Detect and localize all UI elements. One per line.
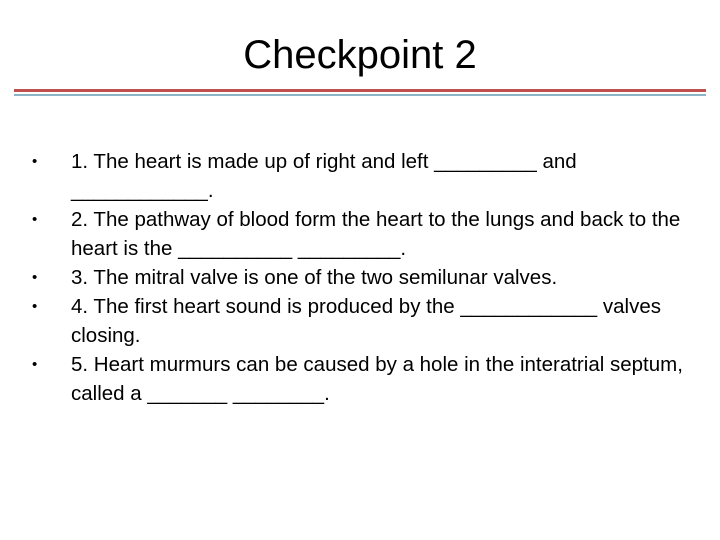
question-text: 1. The heart is made up of right and left _________ and ____________. — [71, 150, 577, 202]
question-text: 5. Heart murmurs can be caused by a hole in the interatrial septum, called a _______ ________. — [71, 353, 683, 405]
question-item-4 — [30, 292, 690, 350]
bullet-icon: • — [32, 211, 38, 228]
question-item-1 — [30, 147, 690, 205]
question-item-5 — [30, 350, 690, 408]
question-text: 3. The mitral valve is one of the two semilunar valves. — [71, 266, 558, 289]
question-text: 4. The first heart sound is produced by the ____________ valves closing. — [71, 295, 661, 347]
question-item-3 — [30, 263, 690, 292]
bullet-icon: • — [32, 298, 38, 315]
title-divider-red — [14, 89, 706, 92]
bullet-icon: • — [32, 269, 38, 286]
title-divider-blue — [14, 94, 706, 96]
bullet-icon: • — [32, 356, 38, 373]
question-text: 2. The pathway of blood form the heart to the lungs and back to the heart is the __________ _________. — [71, 208, 681, 260]
bullet-icon: • — [32, 153, 38, 170]
question-list — [30, 147, 690, 408]
question-item-2 — [30, 205, 690, 263]
slide-title: Checkpoint 2 — [243, 33, 477, 77]
